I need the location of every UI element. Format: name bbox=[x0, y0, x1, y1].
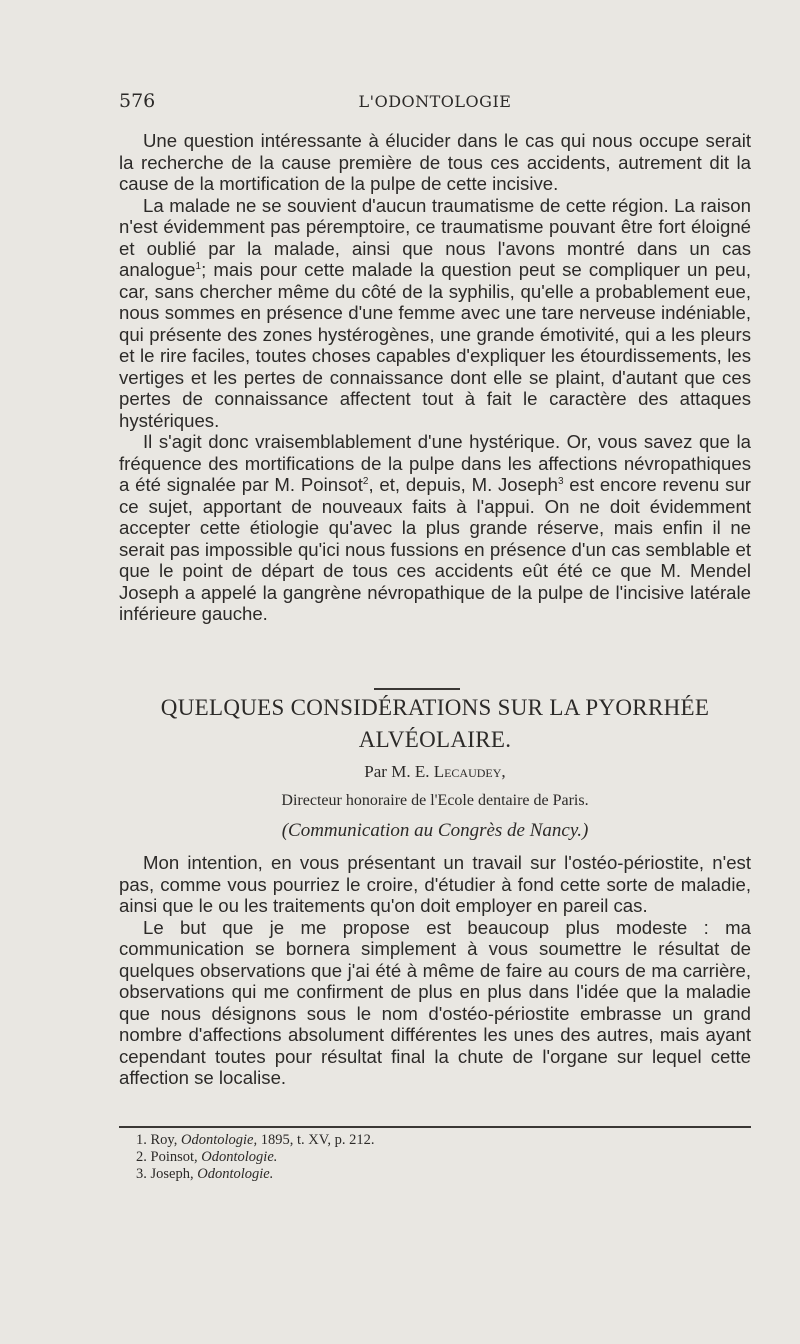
section-divider bbox=[374, 688, 460, 690]
footnote-number: 2. bbox=[136, 1149, 147, 1165]
footnote-author: Roy, bbox=[150, 1132, 178, 1148]
paragraph bbox=[119, 195, 751, 432]
article-title-line: QUELQUES CONSIDÉRATIONS SUR LA PYORRHÉE bbox=[160, 695, 710, 720]
footnote-journal: Odontologie. bbox=[197, 1166, 274, 1182]
communication-note: (Communication au Congrès de Nancy.) bbox=[281, 820, 589, 841]
footnotes bbox=[136, 1132, 736, 1183]
paragraph-text: est encore revenu sur ce sujet, apportant de nouveaux faits à l'appui. On ne doit évidemment accepter cette étiologie qu'avec la plus grande réserve, mais enfin il ne serait pas impossible qu'ici nous fussions en présence d'un cas semblable et que le point de départ de tous ces accidents eût été ce que M. Mendel Joseph a appelé la gangrène névropathique de la pulpe de l'incisive latérale inférieure gauche. bbox=[119, 474, 751, 624]
author-line bbox=[119, 762, 751, 782]
paragraph: Une question intéressante à élucider dans le cas qui nous occupe serait la recherche de la cause première de tous ces accidents, autrement dit la cause de la mortification de la pulpe de cette incisive. bbox=[119, 130, 751, 194]
footnote-author: Poinsot, bbox=[150, 1149, 198, 1165]
paragraph-text: ; mais pour cette malade la question peut se compliquer un peu, car, sans chercher même du côté de la syphilis, qu'elle a probablement eue, nous sommes en présence d'une femme avec une tare nerveuse indéniable, qui présente des zones hystérogènes, une grande émotivité, qui a les pleurs et le rire faciles, toutes choses capables d'expliquer les étourdissements, les vertiges et les pertes de connaissance dont elle se plaint, d'autant que ces pertes de connaissance affectent tout à fait le caractère des attaques hystériques. bbox=[119, 259, 751, 431]
footnote-number: 3. bbox=[136, 1166, 147, 1182]
footnote-journal: Odontologie. bbox=[201, 1149, 278, 1165]
paragraph: Le but que je me propose est beaucoup plus modeste : ma communication se bornera simplement à vous soumettre le résultat de quelques observations que j'ai été à même de faire au cours de ma carrière, observations qui me confirment de plus en plus dans l'idée que la maladie que nous désignons sous le nom d'ostéo-périostite embrasse un grand nombre d'affections absolument différentes les unes des autres, mais ayant cependant toutes pour résultat final la chute de l'organe sur lequel cette affection se localise. bbox=[119, 916, 751, 1088]
footnote-journal: Odontologie, bbox=[180, 1132, 258, 1148]
footnote-ref: 3 bbox=[557, 475, 564, 487]
footnote-rule bbox=[119, 1126, 751, 1128]
author-prefix: Par M. E. bbox=[364, 762, 434, 781]
footnote bbox=[136, 1166, 736, 1183]
paragraph-text: La malade ne se souvient d'aucun traumatisme de cette région. La raison n'est évidemment pas péremptoire, ce traumatisme pouvant être fort éloigné et oublié par la malade, ainsi que nous l'avons montré dans un cas analogue bbox=[119, 194, 751, 280]
footnote-author: Joseph, bbox=[150, 1166, 194, 1182]
previous-article-text bbox=[119, 130, 751, 625]
footnote-ref: 1 bbox=[195, 260, 202, 272]
footnote bbox=[136, 1132, 736, 1149]
paragraph bbox=[119, 431, 751, 625]
article-title-line: ALVÉOLAIRE. bbox=[358, 727, 512, 752]
author-name: Lecaudey, bbox=[433, 762, 506, 781]
article-title bbox=[119, 692, 751, 756]
paragraph: Mon intention, en vous présentant un travail sur l'ostéo-périostite, n'est pas, comme vous pourriez le croire, d'étudier à fond cette sorte de maladie, ainsi que le ou les traitements qu'on doit employer en pareil cas. bbox=[119, 852, 751, 916]
footnote-citation: 1895, t. XV, p. 212. bbox=[260, 1132, 375, 1148]
journal-title: L'ODONTOLOGIE bbox=[358, 92, 512, 111]
article-body bbox=[119, 852, 751, 1089]
author-affiliation: Directeur honoraire de l'Ecole dentaire de Paris. bbox=[281, 792, 589, 809]
paragraph-text: Il s'agit donc vraisemblablement d'une hystérique. Or, vous savez que la fréquence des mortifications de la pulpe dans les affections névropathiques a été signalée par M. Poinsot bbox=[119, 431, 751, 495]
running-head bbox=[119, 90, 751, 114]
footnote bbox=[136, 1149, 736, 1166]
footnote-ref: 2 bbox=[362, 475, 369, 487]
footnote-number: 1. bbox=[136, 1132, 147, 1148]
paragraph-text: , et, depuis, M. Joseph bbox=[368, 474, 558, 495]
page-number: 576 bbox=[119, 90, 156, 112]
